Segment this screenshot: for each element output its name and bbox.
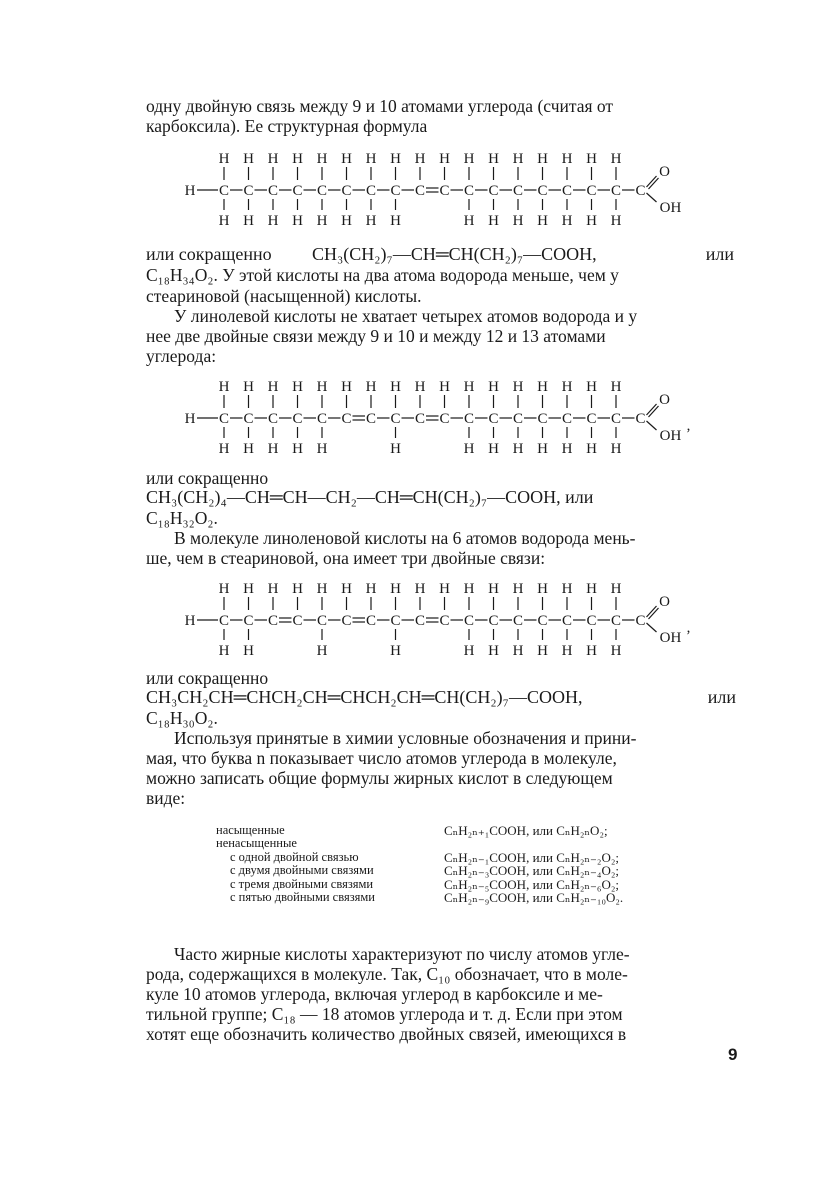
carbon-atom: C: [561, 411, 573, 427]
carbon-atom: C: [463, 411, 475, 427]
hydrogen-atom: H: [512, 581, 524, 597]
linolenic-structural-formula: [176, 574, 716, 664]
carbon-atom: C: [414, 183, 426, 199]
hydrogen-atom: H: [610, 213, 622, 229]
hydrogen-atom: H: [537, 581, 548, 597]
hydrogen-atom: H: [316, 643, 328, 659]
para6-line2: [146, 687, 742, 707]
general-formula-row: [216, 878, 686, 891]
general-formulas-table: [216, 824, 686, 904]
hydrogen-atom: H: [218, 581, 230, 597]
linoleic-formula-svg: [176, 372, 716, 462]
para8-line5: хотят еще обозначить количество двойных связей, имеющихся в: [146, 1024, 627, 1044]
hydrogen-atom: H: [292, 379, 303, 395]
hydrogen-atom: H: [390, 643, 401, 659]
hydrogen-atom: H: [267, 151, 279, 167]
general-formula-row: [216, 891, 686, 904]
hydrogen-atom: H: [243, 379, 254, 395]
hydrogen-atom: H: [561, 151, 573, 167]
hydroxyl-group: OH: [659, 200, 682, 216]
carbon-atom: C: [292, 411, 303, 427]
para2-line2-text: У этой кислоты на два атома водорода меньше, чем у: [217, 265, 619, 285]
single-bond: [647, 421, 657, 430]
general-formula-value: CₙH₂ₙ₊₁COOH, или CₙH₂ₙO₂;: [444, 823, 608, 838]
hydrogen-atom: H: [463, 643, 475, 659]
para8-line2: рода, содержащихся в молекуле. Так, C₁₀ обозначает, что в моле-: [146, 964, 628, 984]
carbon-atom: C: [512, 613, 524, 629]
carbon-atom: C: [586, 411, 597, 427]
carbon-atom: C: [635, 411, 646, 427]
hydrogen-atom: H: [561, 581, 573, 597]
carbon-atom: C: [292, 613, 303, 629]
hydrogen-atom: H: [439, 379, 450, 395]
para6-formula: CH₃CH₂CH═CHCH₂CH═CHCH₂CH═CH(CH₂)₇—COOH,: [146, 687, 583, 707]
hydrogen-atom: H: [365, 379, 377, 395]
carbon-atom: C: [635, 183, 646, 199]
carbon-atom: C: [537, 613, 548, 629]
carbon-atom: C: [463, 183, 475, 199]
carbon-atom: C: [267, 411, 279, 427]
hydrogen-atom: H: [561, 441, 573, 457]
hydrogen-atom: H: [439, 151, 450, 167]
hydrogen-atom: H: [561, 213, 573, 229]
carbon-atom: C: [316, 183, 328, 199]
hydrogen-atom: H: [218, 213, 230, 229]
carbon-atom: C: [218, 613, 230, 629]
para4-line3: C₁₈H₃₂O₂.: [146, 508, 218, 528]
hydrogen-atom: H: [463, 581, 475, 597]
hydrogen-atom: H: [439, 581, 450, 597]
carbon-atom: C: [243, 183, 254, 199]
carbon-atom: C: [390, 613, 401, 629]
para4-line2: CH₃(CH₂)₄—CH═CH—CH₂—CH═CH(CH₂)₇—COOH, или: [146, 487, 594, 507]
carbon-atom: C: [488, 613, 499, 629]
hydrogen-atom: H: [292, 151, 303, 167]
carbon-atom: C: [414, 411, 426, 427]
hydrogen-atom: H: [267, 441, 279, 457]
carbon-atom: C: [439, 183, 450, 199]
carbon-atom: C: [341, 183, 352, 199]
hydrogen-atom: H: [561, 379, 573, 395]
carbon-atom: C: [586, 613, 597, 629]
hydrogen-atom: H: [610, 581, 622, 597]
para6-line1: или сокращенно: [146, 668, 269, 688]
hydrogen-atom: H: [488, 151, 499, 167]
carbon-atom: C: [341, 411, 352, 427]
formula-comma: ,: [686, 620, 691, 636]
hydrogen-atom: H: [316, 379, 328, 395]
para8-line4: тильной группе; C₁₈ — 18 атомов углерода и т. д. Если при этом: [146, 1004, 623, 1024]
carbon-atom: C: [316, 613, 328, 629]
carbon-atom: C: [292, 183, 303, 199]
linolenic-formula-svg: [176, 574, 716, 664]
general-formula-row: [216, 851, 686, 864]
para6-line3: C₁₈H₃₀O₂.: [146, 708, 218, 728]
para5-line2: ше, чем в стеариновой, она имеет три двойные связи:: [146, 548, 546, 568]
para7-line1: Используя принятые в химии условные обозначения и прини-: [174, 728, 637, 748]
hydrogen-atom: H: [390, 441, 401, 457]
hydrogen-atom: H: [586, 379, 597, 395]
carbon-atom: C: [610, 613, 622, 629]
para3-line2: нее две двойные связи между 9 и 10 и между 12 и 13 атомами: [146, 326, 606, 346]
hydrogen-atom: H: [537, 643, 548, 659]
page-number: 9: [728, 1045, 738, 1064]
carbon-atom: C: [439, 613, 450, 629]
carbon-atom: C: [635, 613, 646, 629]
para3-line1: У линолевой кислоты не хватает четырех атомов водорода и у: [174, 306, 638, 326]
para3-line3: углерода:: [146, 346, 217, 366]
hydrogen-atom: H: [341, 581, 352, 597]
para8-line1: Часто жирные кислоты характеризуют по числу атомов угле-: [174, 944, 630, 964]
hydrogen-atom: H: [243, 151, 254, 167]
hydrogen-atom: H: [390, 581, 401, 597]
carbon-atom: C: [218, 411, 230, 427]
general-formula-label: насыщенные: [216, 823, 285, 837]
general-formula-row: [216, 837, 686, 850]
hydrogen-atom: H: [586, 643, 597, 659]
general-formula-label: с тремя двойными связями: [230, 876, 374, 891]
hydrogen-atom: H: [414, 581, 426, 597]
hydrogen-atom: H: [243, 643, 254, 659]
hydrogen-atom: H: [512, 643, 524, 659]
para4-line1: или сокращенно: [146, 468, 269, 488]
hydrogen-atom: H: [184, 183, 196, 199]
carbon-atom: C: [365, 411, 377, 427]
hydrogen-atom: H: [390, 213, 401, 229]
carbon-atom: C: [390, 183, 401, 199]
hydrogen-atom: H: [316, 581, 328, 597]
carbon-atom: C: [463, 613, 475, 629]
para5-line1: В молекуле линоленовой кислоты на 6 атомов водорода мень-: [174, 528, 636, 548]
hydrogen-atom: H: [463, 151, 475, 167]
hydrogen-atom: H: [292, 581, 303, 597]
general-formula-row: [216, 824, 686, 837]
formula-comma: ,: [686, 418, 691, 434]
hydrogen-atom: H: [365, 581, 377, 597]
carbon-atom: C: [512, 411, 524, 427]
hydrogen-atom: H: [512, 441, 524, 457]
para1-line1: одну двойную связь между 9 и 10 атомами углерода (считая от: [146, 96, 614, 116]
hydrogen-atom: H: [341, 151, 352, 167]
general-formula-value: CₙH₂ₙ₋₉COOH, или CₙH₂ₙ₋₁₀O₂.: [444, 889, 624, 905]
general-formula-label: ненасыщенные: [216, 836, 297, 851]
hydrogen-atom: H: [488, 643, 499, 659]
hydrogen-atom: H: [512, 379, 524, 395]
carbon-atom: C: [537, 411, 548, 427]
general-formula-label: с пятью двойными связями: [230, 889, 375, 904]
carbon-atom: C: [316, 411, 328, 427]
hydrogen-atom: H: [267, 379, 279, 395]
carbon-atom: C: [610, 183, 622, 199]
general-formula-label: с двумя двойными связями: [230, 863, 374, 878]
hydrogen-atom: H: [267, 213, 279, 229]
para2-lead: или сокращенно: [146, 244, 272, 264]
hydrogen-atom: H: [488, 213, 499, 229]
hydrogen-atom: H: [610, 643, 622, 659]
carbon-atom: C: [243, 613, 254, 629]
carbon-atom: C: [267, 183, 279, 199]
oleic-formula-svg: [176, 144, 716, 234]
carbon-atom: C: [365, 183, 377, 199]
general-formula-row: [216, 864, 686, 877]
general-formula-value: CₙH₂ₙ₋₅COOH, или CₙH₂ₙ₋₆O₂;: [444, 876, 619, 892]
oleic-structural-formula: [176, 144, 716, 234]
para1-line2: карбоксила). Ее структурная формула: [146, 116, 428, 136]
single-bond: [647, 623, 657, 632]
hydrogen-atom: H: [292, 213, 303, 229]
carbon-atom: C: [365, 613, 377, 629]
hydrogen-atom: H: [414, 379, 426, 395]
oxygen-atom: O: [659, 392, 670, 408]
hydrogen-atom: H: [537, 151, 548, 167]
para7-line4: виде:: [146, 788, 186, 808]
carbon-atom: C: [218, 183, 230, 199]
para2-line2-formula: C₁₈H₃₄O₂.: [146, 265, 218, 285]
hydrogen-atom: H: [218, 643, 230, 659]
hydrogen-atom: H: [610, 379, 622, 395]
carbon-atom: C: [537, 183, 548, 199]
hydrogen-atom: H: [488, 379, 499, 395]
hydrogen-atom: H: [488, 581, 499, 597]
hydrogen-atom: H: [610, 151, 622, 167]
hydrogen-atom: H: [463, 441, 475, 457]
para8-line3: куле 10 атомов углерода, включая углерод в карбоксиле и ме-: [146, 984, 603, 1004]
carbon-atom: C: [561, 183, 573, 199]
hydrogen-atom: H: [243, 581, 254, 597]
carbon-atom: C: [390, 411, 401, 427]
hydrogen-atom: H: [414, 151, 426, 167]
hydrogen-atom: H: [218, 379, 230, 395]
hydrogen-atom: H: [184, 411, 196, 427]
hydroxyl-group: OH: [659, 630, 682, 646]
hydrogen-atom: H: [316, 213, 328, 229]
general-formula-value: CₙH₂ₙ₋₁COOH, или CₙH₂ₙ₋₂O₂;: [444, 849, 619, 865]
para2-line2: [146, 265, 742, 285]
hydrogen-atom: H: [463, 213, 475, 229]
hydrogen-atom: H: [292, 441, 303, 457]
linoleic-structural-formula: [176, 372, 716, 462]
carbon-atom: C: [488, 183, 499, 199]
hydrogen-atom: H: [390, 151, 401, 167]
hydrogen-atom: H: [341, 379, 352, 395]
hydrogen-atom: H: [512, 151, 524, 167]
hydrogen-atom: H: [316, 441, 328, 457]
para2-line3: стеариновой (насыщенной) кислоты.: [146, 286, 422, 306]
hydrogen-atom: H: [218, 151, 230, 167]
hydrogen-atom: H: [586, 213, 597, 229]
hydrogen-atom: H: [610, 441, 622, 457]
para2-tail: или: [705, 244, 734, 264]
carbon-atom: C: [586, 183, 597, 199]
hydrogen-atom: H: [341, 213, 352, 229]
para2-formula: CH₃(CH₂)₇—CH═CH(CH₂)₇—COOH,: [312, 244, 597, 264]
oxygen-atom: O: [659, 594, 670, 610]
carbon-atom: C: [267, 613, 279, 629]
para6-tail: или: [707, 687, 736, 707]
hydrogen-atom: H: [218, 441, 230, 457]
para7-line3: можно записать общие формулы жирных кислот в следующем: [146, 768, 613, 788]
hydrogen-atom: H: [316, 151, 328, 167]
carbon-atom: C: [439, 411, 450, 427]
hydrogen-atom: H: [512, 213, 524, 229]
hydrogen-atom: H: [184, 613, 196, 629]
hydrogen-atom: H: [267, 581, 279, 597]
hydrogen-atom: H: [243, 441, 254, 457]
carbon-atom: C: [610, 411, 622, 427]
general-formula-value: CₙH₂ₙ₋₃COOH, или CₙH₂ₙ₋₄O₂;: [444, 863, 619, 879]
carbon-atom: C: [488, 411, 499, 427]
carbon-atom: C: [414, 613, 426, 629]
para7-line2: мая, что буква n показывает число атомов углерода в молекуле,: [146, 748, 617, 768]
hydrogen-atom: H: [586, 581, 597, 597]
hydrogen-atom: H: [243, 213, 254, 229]
hydrogen-atom: H: [488, 441, 499, 457]
single-bond: [647, 193, 657, 202]
hydrogen-atom: H: [390, 379, 401, 395]
hydrogen-atom: H: [537, 441, 548, 457]
carbon-atom: C: [243, 411, 254, 427]
carbon-atom: C: [561, 613, 573, 629]
para2-line1: [146, 244, 742, 264]
hydroxyl-group: OH: [659, 428, 682, 444]
hydrogen-atom: H: [561, 643, 573, 659]
hydrogen-atom: H: [586, 151, 597, 167]
carbon-atom: C: [341, 613, 352, 629]
hydrogen-atom: H: [537, 213, 548, 229]
hydrogen-atom: H: [365, 213, 377, 229]
oxygen-atom: O: [659, 164, 670, 180]
hydrogen-atom: H: [365, 151, 377, 167]
general-formula-label: с одной двойной связью: [230, 849, 359, 864]
hydrogen-atom: H: [463, 379, 475, 395]
hydrogen-atom: H: [586, 441, 597, 457]
carbon-atom: C: [512, 183, 524, 199]
hydrogen-atom: H: [537, 379, 548, 395]
